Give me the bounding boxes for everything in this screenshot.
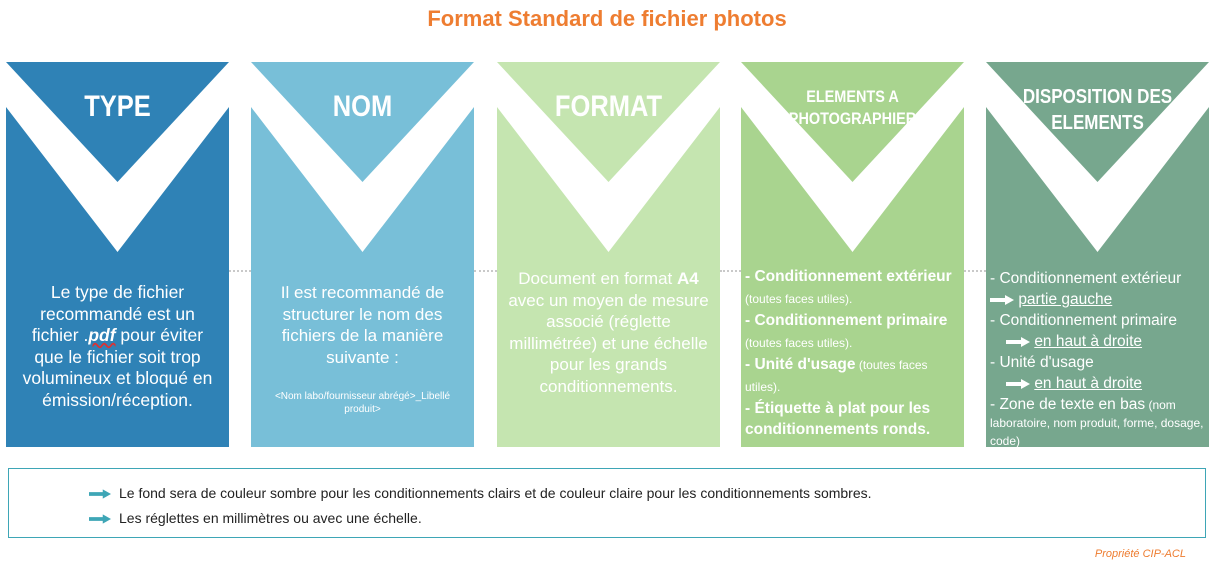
format-heading: FORMAT [554, 90, 663, 123]
elements-item-bold: - Unité d'usage [745, 356, 856, 373]
disposition-item-target: en haut à droite [1034, 375, 1143, 392]
elements-heading-line1: ELEMENTS A [806, 87, 899, 106]
disposition-item-note: (nom laboratoire, nom produit, forme, dosage, code) [990, 398, 1204, 448]
elements-list [741, 266, 964, 440]
type-pdf-word: pdf [88, 325, 116, 345]
column-disposition [986, 62, 1209, 452]
arrow-right-icon [1006, 337, 1030, 347]
arrow-right-icon [990, 295, 1014, 305]
connector-dots [964, 270, 986, 272]
column-type [6, 62, 229, 452]
connector-dots [474, 270, 497, 272]
format-text-part2: avec un moyen de mesure associé (réglette millimétrée) et une échelle pour les grands conditionnements. [508, 290, 709, 396]
notes-box [8, 468, 1206, 538]
column-format [497, 62, 720, 452]
disposition-item-target: partie gauche [1018, 291, 1113, 308]
note-line [119, 510, 422, 526]
nom-text: Il est recommandé de structurer le nom des fichiers de la manière suivante : [280, 283, 445, 367]
elements-item-bold: - Conditionnement primaire [745, 312, 948, 329]
elements-item [745, 398, 960, 440]
disposition-item-target: en haut à droite [1034, 333, 1143, 350]
disposition-item [990, 352, 1205, 394]
disposition-item [990, 310, 1205, 352]
disposition-heading [1003, 84, 1193, 136]
disposition-item-label: - Zone de texte en bas [990, 396, 1146, 413]
disposition-item [990, 396, 1205, 450]
column-elements [741, 62, 964, 452]
nom-pattern: <Nom labo/fournisseur abrégé>_Libellé produit> [274, 391, 451, 415]
arrow-right-icon [1006, 379, 1030, 389]
arrow-right-icon [89, 489, 111, 499]
elements-item-note: (toutes faces utiles). [745, 336, 853, 350]
connector-dots [720, 270, 741, 272]
arrow-right-icon [89, 514, 111, 524]
disposition-heading-line2: ELEMENTS [1051, 112, 1144, 134]
elements-item [745, 266, 960, 310]
elements-heading-line2: PHOTOGRAPHIER [788, 109, 917, 128]
type-text [6, 282, 229, 411]
disposition-item [990, 268, 1205, 310]
page-title: Format Standard de fichier photos [427, 6, 787, 31]
connector-dots [229, 270, 251, 272]
disposition-heading-line1: DISPOSITION DES [1022, 86, 1173, 108]
note-line [119, 485, 872, 501]
elements-item-bold: - Conditionnement extérieur [745, 268, 952, 285]
column-nom [251, 62, 474, 452]
disposition-item-label: - Conditionnement extérieur [990, 270, 1182, 287]
format-text [497, 268, 720, 397]
note-text: Le fond sera de couleur sombre pour les conditionnements clairs et de couleur claire pour les conditionnements sombres. [119, 485, 872, 501]
type-text-part1: Le type de fichier recommandé est un fichier . [31, 282, 195, 345]
disposition-item-label: - Unité d'usage [990, 354, 1094, 371]
elements-item-note: (toutes faces utiles). [745, 292, 853, 306]
format-text-part1: Document en format [518, 269, 677, 288]
type-text-part2: pour éviter que le fichier soit trop volumineux et bloqué en émission/réception. [22, 325, 213, 410]
elements-item-bold: - Étiquette à plat pour les conditionnements ronds. [745, 400, 931, 438]
elements-item [745, 354, 960, 398]
footer-credit: Propriété CIP-ACL [1094, 548, 1186, 560]
elements-item-note: (toutes faces utiles). [745, 358, 928, 394]
elements-item [745, 310, 960, 354]
note-text: Les réglettes en millimètres ou avec une échelle. [119, 510, 422, 526]
nom-heading: NOM [332, 90, 393, 123]
elements-heading [758, 86, 948, 130]
type-heading: TYPE [84, 90, 151, 123]
format-a4: A4 [677, 269, 699, 288]
disposition-item-label: - Conditionnement primaire [990, 312, 1177, 329]
disposition-list [986, 268, 1209, 450]
